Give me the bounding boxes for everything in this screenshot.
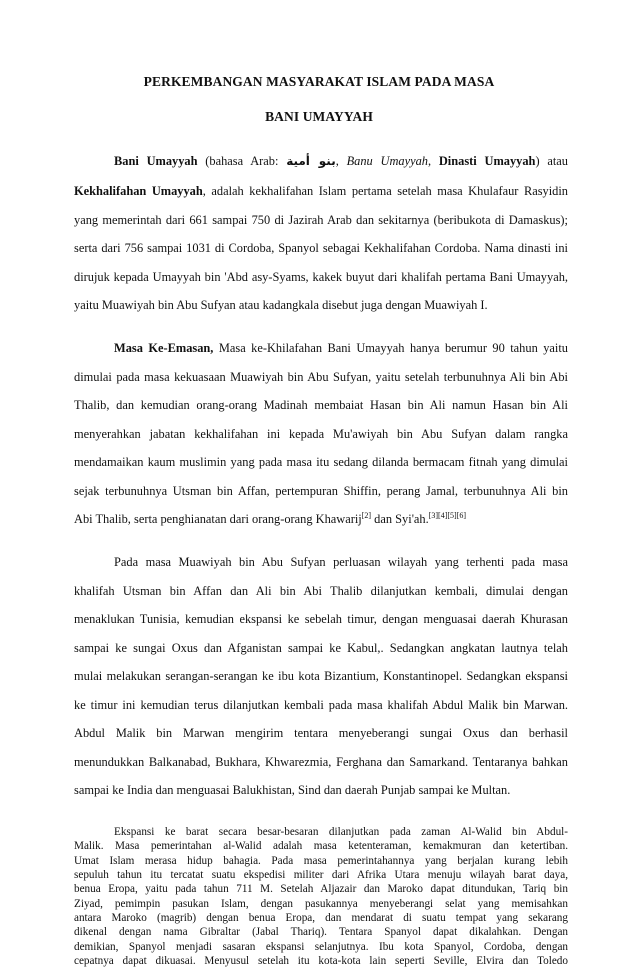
paragraph-line: [74, 183, 568, 199]
paragraph-line: dirujuk kepada Umayyah bin 'Abd asy-Syams, kakek buyut dari khalifah pertama Bani Umayyah,: [74, 270, 568, 284]
bold-term: Bani Umayyah: [114, 154, 198, 168]
paragraph-line: sejak terbunuhnya Utsman bin Affan, pertempuran Shiffin, perang Jamal, terbunuhnya Ali bin: [74, 484, 568, 498]
paragraph-line: [114, 340, 568, 356]
text-run: , adalah kekhalifahan Islam pertama setelah masa Khulafaur Rasyidin: [202, 184, 568, 198]
paragraph-line: yaitu Muawiyah bin Abu Sufyan atau kadangkala disebut juga dengan Muawiyah I.: [74, 298, 488, 312]
text-run: ,: [335, 154, 347, 168]
paragraph-line: Pada masa Muawiyah bin Abu Sufyan perluasan wilayah yang terhenti pada masa: [114, 555, 568, 569]
text-run: (bahasa Arab:: [197, 154, 287, 168]
paragraph-line: Ziyad, pemimpin pasukan Islam, dengan pasukannya menyeberangi selat yang memisahkan: [74, 898, 568, 910]
arabic-name: بنو أمية: [286, 154, 336, 168]
paragraph-line: mendamaikan kaum muslimin yang pada masa itu sedang dilanda bermacam fitnah yang dimulai: [74, 455, 568, 469]
paragraph-line: ke timur ini kemudian terus dilanjutkan kembali pada masa khalifah Abdul Malik bin Marwan.: [74, 698, 568, 712]
bold-term: Masa Ke-Emasan,: [114, 341, 214, 355]
paragraph-line: Thalib, dan kemudian orang-orang Madinah membaiat Hasan bin Ali namun Hasan bin Ali: [74, 398, 568, 412]
italic-term: Banu Umayyah: [346, 154, 428, 168]
paragraph-line: Abdul Malik bin Marwan mengirim tentara menyeberangi sungai Oxus dan berhasil: [74, 726, 568, 740]
text-run: Masa ke-Khilafahan Bani Umayyah hanya berumur 90 tahun yaitu: [213, 341, 568, 355]
document-title-line-1: PERKEMBANGAN MASYARAKAT ISLAM PADA MASA: [143, 74, 495, 89]
paragraph-line: benua Eropa, yaitu pada tahun 711 M. Setelah Aljazair dan Maroko dapat ditundukan, Tariq bin: [74, 883, 568, 895]
citation-ref[interactable]: [3][4][5][6]: [428, 511, 467, 520]
paragraph-line: dikenal dengan nama Gibraltar (Jabal Thariq). Tentara Spanyol dapat dikalahkan. Dengan: [74, 926, 568, 938]
paragraph-line: [74, 511, 568, 527]
paragraph-line: Umat Islam merasa hidup bahagia. Pada masa pemerintahannya yang berjalan kurang lebih: [74, 855, 568, 867]
document-title-line-2: BANI UMAYYAH: [265, 109, 373, 124]
paragraph-line: sepuluh tahun itu tercatat suatu ekspedisi militer dari Afrika Utara menuju wilayah barat daya,: [74, 869, 568, 881]
paragraph-line: sampai ke sungai Oxus dan Afganistan sampai ke Kabul,. Sedangkan angkatan lautnya telah: [74, 641, 568, 655]
text-run: Abi Thalib, serta penghianatan dari orang-orang Khawarij: [74, 512, 362, 526]
paragraph-line: sampai ke India dan menguasai Balukhistan, Sind dan daerah Punjab sampai ke Multan.: [74, 783, 511, 797]
paragraph-line: [114, 153, 568, 169]
paragraph-line: menyerahkan jabatan kekhalifahan ini kepada Mu'awiyah bin Abu Sufyan dalam rangka: [74, 427, 568, 441]
text-run: ) atau: [535, 154, 568, 168]
paragraph-line: mulai melakukan serangan-serangan ke ibu kota Bizantium, Konstantinopel. Sedangkan ekspansi: [74, 669, 568, 683]
paragraph-line: menaklukan Tunisia, kemudian ekspansi ke sebelah timur, dengan menguasai daerah Khurasan: [74, 612, 568, 626]
text-run: ,: [427, 154, 439, 168]
paragraph-line: Malik. Masa pemerintahan al-Walid adalah masa ketenteraman, kemakmuran dan ketertiban.: [74, 840, 568, 852]
paragraph-line: demikian, Spanyol menjadi sasaran ekspansi selanjutnya. Ibu kota Spanyol, Cordoba, dengan: [74, 941, 568, 953]
paragraph-line: Ekspansi ke barat secara besar-besaran dilanjutkan pada zaman Al-Walid bin Abdul-: [114, 826, 568, 838]
text-run: dan Syi'ah.: [371, 512, 429, 526]
citation-ref[interactable]: [2]: [361, 511, 372, 520]
paragraph-line: dimulai pada masa kekuasaan Muawiyah bin Abu Sufyan, yaitu setelah terbunuhnya Ali bin Abi: [74, 370, 568, 384]
paragraph-line: menundukkan Balkanabad, Bukhara, Khwarezmia, Ferghana dan Samarkand. Tentaranya bahkan: [74, 755, 568, 769]
paragraph-line: cepatnya dapat dikuasai. Menyusul setelah itu kota-kota lain seperti Seville, Elvira dan Toledo: [74, 955, 568, 967]
paragraph-line: serta dari 756 sampai 1031 di Cordoba, Spanyol sebagai Kekhalifahan Cordoba. Nama dinasti ini: [74, 241, 568, 255]
paragraph-line: yang memerintah dari 661 sampai 750 di Jazirah Arab dan sekitarnya (beribukota di Damaskus);: [74, 213, 568, 227]
bold-term: Dinasti Umayyah: [438, 154, 536, 168]
paragraph-line: antara Maroko (magrib) dengan benua Eropa, dan mendarat di suatu tempat yang sekarang: [74, 912, 568, 924]
bold-term: Kekhalifahan Umayyah: [74, 184, 203, 198]
paragraph-line: khalifah Utsman bin Affan dan Ali bin Abi Thalib dilanjutkan kembali, dimulai dengan: [74, 584, 568, 598]
